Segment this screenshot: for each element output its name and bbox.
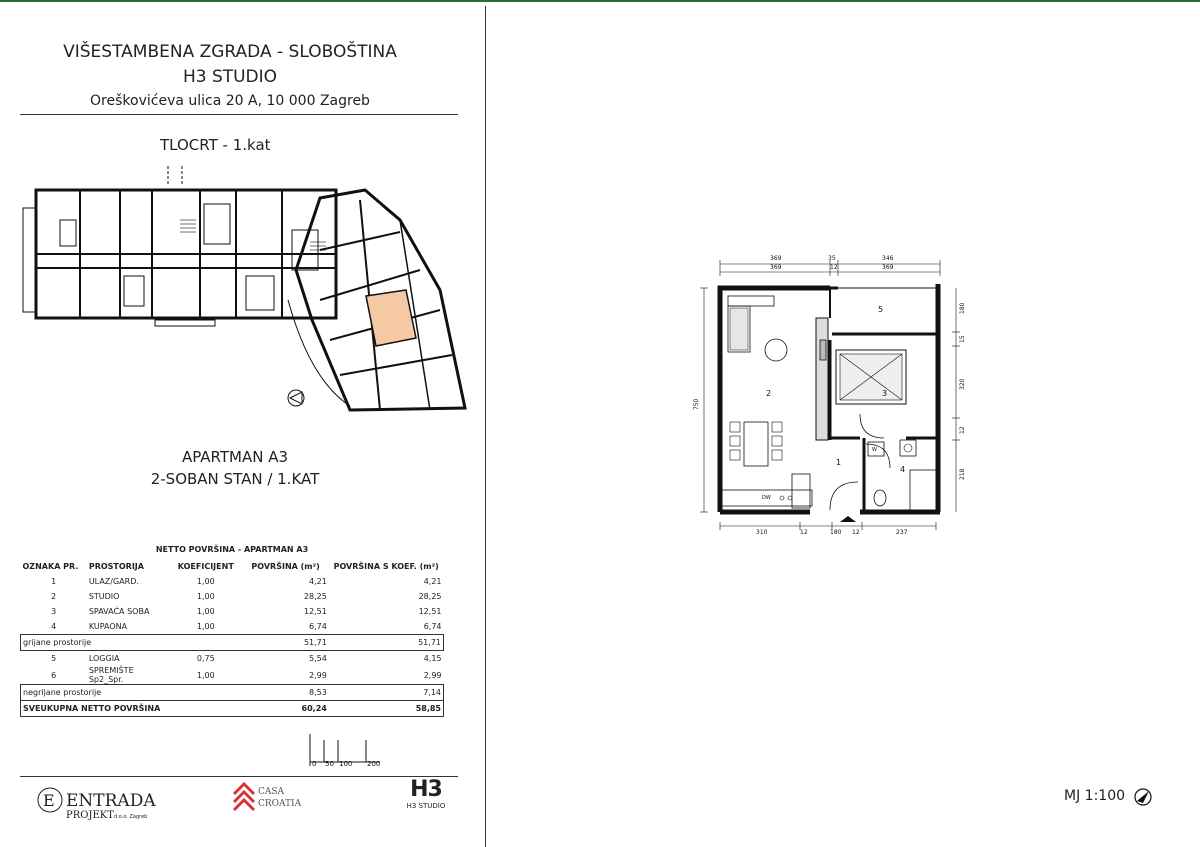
project-title: VIŠESTAMBENA ZGRADA - SLOBOŠTINA	[63, 42, 397, 62]
project-address: Oreškovićeva ulica 20 A, 10 000 Zagreb	[90, 93, 370, 109]
h3-name: H3 STUDIO	[406, 802, 446, 810]
heated-sum-area: 51,71	[242, 635, 329, 651]
dim-top-inner-3: 369	[882, 264, 894, 271]
unheated-sum-area-coef: 7,14	[329, 685, 444, 701]
apartment-title-block	[0, 446, 470, 490]
total-area: 60,24	[242, 701, 329, 717]
heated-sum-area-coef: 51,71	[329, 635, 444, 651]
cell-coef: 1,00	[196, 607, 215, 616]
project-title-block	[20, 40, 440, 112]
cell-room: ULAZ/GARD.	[88, 577, 139, 586]
area-table	[20, 559, 444, 717]
apartment-name: APARTMAN A3	[181, 448, 289, 466]
floor-title: TLOCRT - 1.kat	[160, 136, 271, 154]
dim-right-1: 180	[959, 302, 966, 314]
cell-id: 5	[51, 654, 57, 663]
title-rule	[20, 114, 458, 115]
cell-area: 5,54	[309, 654, 327, 663]
room-number-4: 4	[900, 465, 906, 474]
heated-sum-row	[21, 635, 444, 651]
cell-area-coef: 28,25	[418, 592, 442, 601]
site-key-plan	[20, 160, 470, 420]
appliance-dishwasher-label: DW	[762, 495, 771, 501]
dim-bottom-2: 12	[800, 529, 808, 536]
total-label: SVEUKUPNA NETTO POVRŠINA	[21, 701, 170, 717]
cell-coef: 1,00	[196, 592, 215, 601]
dim-bottom-4: 12	[852, 529, 860, 536]
cell-id: 1	[51, 577, 57, 586]
scale-label: MJ 1:100	[1064, 788, 1126, 804]
table-row	[21, 651, 444, 667]
svg-text:CROATIA: CROATIA	[258, 799, 302, 809]
cell-area: 12,51	[303, 607, 327, 616]
footer-rule	[20, 776, 458, 777]
scale-label-200: 200	[367, 760, 381, 768]
cell-id: 4	[51, 622, 57, 631]
table-row	[21, 619, 444, 635]
dim-top-inner-1: 369	[770, 264, 782, 271]
svg-text:ENTRADA: ENTRADA	[66, 791, 156, 811]
col-header-coef: KOEFICIJENT	[177, 562, 234, 571]
cell-area: 28,25	[303, 592, 327, 601]
table-header-row	[21, 559, 444, 574]
area-table-block	[20, 545, 444, 717]
cell-area: 2,99	[309, 670, 327, 680]
dim-left: 750	[693, 398, 700, 410]
svg-text:PROJEKT: PROJEKT	[66, 810, 114, 821]
scale-label-50: 50	[325, 760, 334, 768]
room-number-2: 2	[766, 389, 772, 398]
total-row	[21, 701, 444, 717]
table-row	[21, 666, 444, 685]
top-accent-line	[0, 0, 1200, 2]
col-header-id: OZNAKA PR.	[22, 562, 79, 571]
dim-bottom-5: 237	[896, 529, 908, 536]
table-row	[21, 574, 444, 589]
room-number-5: 5	[878, 305, 884, 314]
dim-right-3: 320	[959, 378, 966, 390]
svg-text:d.o.o. Zagreb: d.o.o. Zagreb	[114, 814, 148, 820]
cell-id: 3	[51, 607, 57, 616]
room-number-3: 3	[882, 389, 888, 398]
cell-id: 6	[51, 670, 57, 680]
cell-room: SPREMIŠTE Sp2_Spr.	[88, 666, 134, 684]
cell-coef: 1,00	[196, 622, 215, 631]
svg-text:E: E	[43, 791, 55, 810]
col-header-area: POVRŠINA (m²)	[251, 562, 320, 571]
unheated-sum-row	[21, 685, 444, 701]
cell-id: 2	[51, 592, 57, 601]
dim-top-inner-2: 12	[830, 264, 838, 271]
svg-text:CASA: CASA	[258, 787, 285, 797]
cell-area-coef: 4,15	[423, 654, 442, 663]
north-arrow-icon	[1131, 785, 1155, 809]
dim-right-4: 12	[959, 426, 966, 434]
h3-studio-logo	[396, 778, 456, 820]
cell-coef: 1,00	[196, 670, 215, 680]
cell-area-coef: 12,51	[418, 607, 442, 616]
dim-right-5: 218	[959, 468, 966, 480]
dim-top-outer-1: 369	[770, 255, 782, 262]
casa-croatia-logo	[230, 778, 320, 818]
cell-room: SPAVAĆA SOBA	[88, 607, 150, 616]
cell-room: LOGGIA	[88, 654, 120, 663]
cell-area: 6,74	[309, 622, 327, 631]
cell-room: KUPAONA	[88, 622, 128, 631]
h3-mark: H3	[410, 777, 442, 802]
scale-label-100: 100	[339, 760, 353, 768]
scale-label-0: 0	[312, 760, 317, 768]
unheated-sum-area: 8,53	[242, 685, 329, 701]
dim-right-2: 15	[959, 335, 966, 343]
dim-bottom-1: 310	[756, 529, 768, 536]
graphic-scale-bar	[300, 732, 400, 768]
appliance-washer-label: W	[872, 447, 877, 453]
table-row	[21, 589, 444, 604]
cell-coef: 0,75	[196, 654, 215, 663]
heated-sum-label: grijane prostorije	[21, 635, 170, 651]
entrada-projekt-logo	[34, 782, 164, 834]
cell-area-coef: 4,21	[423, 577, 442, 586]
dim-top-outer-3: 346	[882, 255, 894, 262]
sheet-divider	[485, 6, 486, 847]
unheated-sum-label: negrijane prostorije	[21, 685, 170, 701]
col-header-area-coef: POVRŠINA S KOEF. (m²)	[333, 562, 439, 571]
table-caption: NETTO POVRŠINA - APARTMAN A3	[155, 545, 309, 554]
cell-room: STUDIO	[88, 592, 120, 601]
apartment-floor-plan	[690, 250, 980, 550]
room-number-1: 1	[836, 458, 842, 467]
cell-area-coef: 6,74	[423, 622, 442, 631]
cell-area-coef: 2,99	[423, 670, 442, 680]
dim-top-outer-2: 35	[828, 255, 836, 262]
dim-bottom-3: 180	[830, 529, 842, 536]
total-area-coef: 58,85	[329, 701, 444, 717]
cell-coef: 1,00	[196, 577, 215, 586]
cell-area: 4,21	[309, 577, 327, 586]
apartment-subtitle: 2-SOBAN STAN / 1.KAT	[150, 470, 320, 488]
project-studio: H3 STUDIO	[182, 67, 278, 87]
table-row	[21, 604, 444, 619]
col-header-room: PROSTORIJA	[88, 562, 144, 571]
